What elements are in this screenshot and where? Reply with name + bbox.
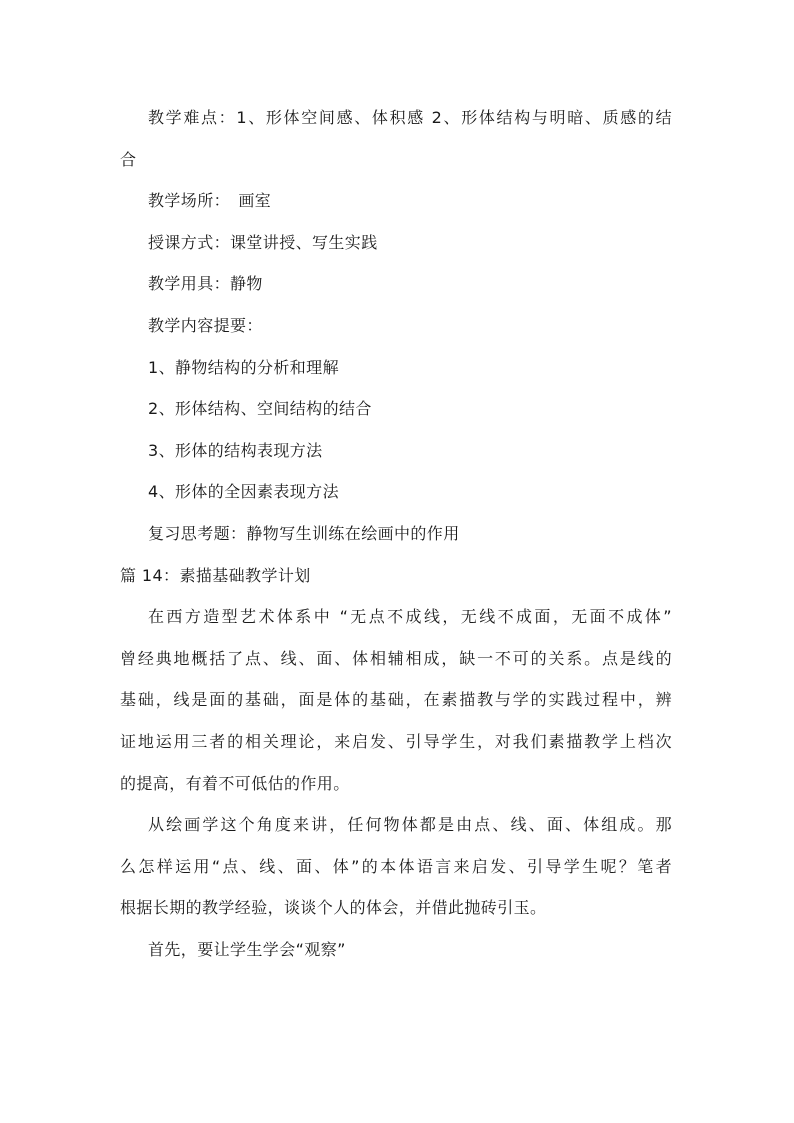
paragraph-2-line-3: 根据长期的教学经验，谈谈个人的体会，并借此抛砖引玉。 [120,898,547,917]
paragraph-1-line-5: 的提高，有着不可低估的作用。 [120,774,350,793]
paragraph-3-line-1: 首先，要让学生学会“观察” [148,940,346,959]
list-item-3: 3、形体的结构表现方法 [148,441,323,460]
section-heading: 篇 14：素描基础教学计划 [120,566,311,585]
text-line-method: 授课方式：课堂讲授、写生实践 [148,233,378,252]
list-item-1: 1、静物结构的分析和理解 [148,358,339,377]
paragraph-2-line-1: 从绘画学这个角度来讲，任何物体都是由点、线、面、体组成。那 [148,815,672,834]
text-line-content-heading: 教学内容提要： [148,316,263,335]
paragraph-1-line-3: 基础，线是面的基础，面是体的基础，在素描教与学的实践过程中，辨 [120,690,672,709]
paragraph-1-line-1: 在西方造型艺术体系中 “无点不成线，无线不成面，无面不成体” [148,607,672,626]
text-line-review: 复习思考题：静物写生训练在绘画中的作用 [148,524,460,543]
paragraph-1-line-4: 证地运用三者的相关理论，来启发、引导学生，对我们素描教学上档次 [120,732,672,751]
paragraph-1-line-2: 曾经典地概括了点、线、面、体相辅相成，缺一不可的关系。点是线的 [120,649,672,668]
list-item-2: 2、形体结构、空间结构的结合 [148,399,372,418]
text-line-difficulty: 教学难点：1、形体空间感、体积感 2、形体结构与明暗、质感的结 [148,108,672,127]
text-line-tools: 教学用具：静物 [148,274,263,293]
text-line-difficulty-cont: 合 [120,150,137,169]
paragraph-2-line-2: 么怎样运用“点、线、面、体”的本体语言来启发、引导学生呢？笔者 [120,857,672,876]
list-item-4: 4、形体的全因素表现方法 [148,482,339,501]
text-line-location: 教学场所： 画室 [148,191,272,210]
